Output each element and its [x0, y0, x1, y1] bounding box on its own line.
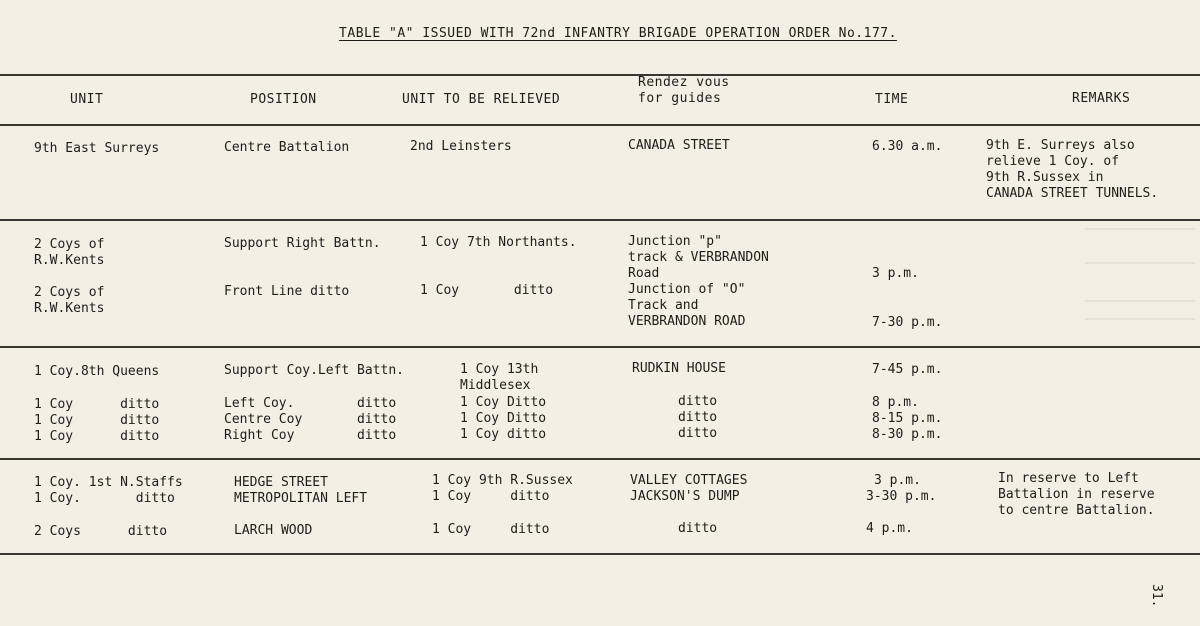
cell-unit: 1 Coy. 1st N.Staffs [34, 475, 183, 490]
cell-relieved: 1 Coy 7th Northants. [420, 235, 577, 250]
cell-relieved: 1 Coy ditto [432, 489, 550, 504]
rule-top [0, 74, 1200, 76]
cell-relieved: 1 Coy ditto [460, 427, 547, 442]
cell-time: 3 p.m. [874, 473, 921, 488]
bleed-through-mark [1085, 300, 1195, 302]
rule-group-3 [0, 458, 1200, 460]
cell-relieved: 1 Coy 13th Middlesex [460, 362, 539, 393]
cell-time: 8-30 p.m. [872, 427, 943, 442]
header-unit: UNIT [70, 92, 104, 107]
cell-position: LARCH WOOD [234, 523, 313, 538]
cell-unit: 1 Coy.8th Queens [34, 364, 160, 379]
cell-unit: 2 Coys of R.W.Kents [34, 285, 105, 316]
cell-rendezvous: CANADA STREET [628, 138, 730, 153]
cell-relieved: 2nd Leinsters [410, 139, 512, 154]
cell-position: METROPOLITAN LEFT [234, 491, 368, 506]
page-number: 31. [1149, 584, 1164, 608]
cell-remarks: 9th E. Surreys also relieve 1 Coy. of 9th R.Sussex in CANADA STREET TUNNELS. [986, 138, 1159, 201]
cell-position: Support Coy.Left Battn. [224, 363, 405, 378]
cell-position: Right Coy ditto [224, 428, 397, 443]
cell-relieved: 1 Coy Ditto [460, 395, 547, 410]
cell-rendezvous: ditto [678, 426, 718, 441]
rule-under-header [0, 124, 1200, 126]
cell-unit: 1 Coy ditto [34, 429, 160, 444]
cell-position: Centre Battalion [224, 140, 350, 155]
cell-time: 7-30 p.m. [872, 315, 943, 330]
cell-relieved: 1 Coy Ditto [460, 411, 547, 426]
bleed-through-mark [1085, 228, 1195, 230]
header-time: TIME [875, 92, 909, 107]
cell-unit: 2 Coys ditto [34, 524, 168, 539]
cell-remarks: In reserve to Left Battalion in reserve to centre Battalion. [998, 471, 1155, 518]
cell-relieved: 1 Coy ditto [420, 283, 554, 298]
cell-rendezvous: ditto [678, 394, 718, 409]
cell-position: Front Line ditto [224, 284, 350, 299]
rule-group-1 [0, 219, 1200, 221]
cell-time: 3-30 p.m. [866, 489, 937, 504]
cell-relieved: 1 Coy ditto [432, 522, 550, 537]
cell-time: 8 p.m. [872, 395, 919, 410]
cell-unit: 1 Coy. ditto [34, 491, 175, 506]
cell-rendezvous: VALLEY COTTAGES [630, 473, 748, 488]
cell-position: Left Coy. ditto [224, 396, 397, 411]
cell-time: 6.30 a.m. [872, 139, 943, 154]
table-title: TABLE "A" ISSUED WITH 72nd INFANTRY BRIGADE OPERATION ORDER No.177. [339, 26, 897, 41]
cell-position: Support Right Battn. [224, 236, 381, 251]
cell-rendezvous: RUDKIN HOUSE [632, 361, 726, 376]
cell-unit: 9th East Surreys [34, 141, 160, 156]
cell-unit: 1 Coy ditto [34, 397, 160, 412]
bleed-through-mark [1085, 262, 1195, 264]
cell-unit: 2 Coys of R.W.Kents [34, 237, 105, 268]
header-unit-to-be-relieved: UNIT TO BE RELIEVED [402, 92, 561, 107]
cell-relieved: 1 Coy 9th R.Sussex [432, 473, 573, 488]
cell-rendezvous: ditto [678, 521, 718, 536]
header-remarks: REMARKS [1072, 91, 1131, 106]
cell-time: 7-45 p.m. [872, 362, 943, 377]
cell-time: 3 p.m. [872, 266, 919, 281]
header-rendezvous: Rendez vous for guides [638, 75, 730, 106]
cell-position: HEDGE STREET [234, 475, 328, 490]
rule-bottom [0, 553, 1200, 555]
cell-rendezvous: JACKSON'S DUMP [630, 489, 740, 504]
cell-rendezvous: Junction of "O" Track and VERBRANDON ROAD [628, 282, 746, 329]
cell-rendezvous: ditto [678, 410, 718, 425]
cell-unit: 1 Coy ditto [34, 413, 160, 428]
bleed-through-mark [1085, 318, 1195, 320]
rule-group-2 [0, 346, 1200, 348]
cell-position: Centre Coy ditto [224, 412, 397, 427]
header-position: POSITION [250, 92, 317, 107]
cell-time: 4 p.m. [866, 521, 913, 536]
cell-rendezvous: Junction "p" track & VERBRANDON Road [628, 234, 769, 281]
cell-time: 8-15 p.m. [872, 411, 943, 426]
